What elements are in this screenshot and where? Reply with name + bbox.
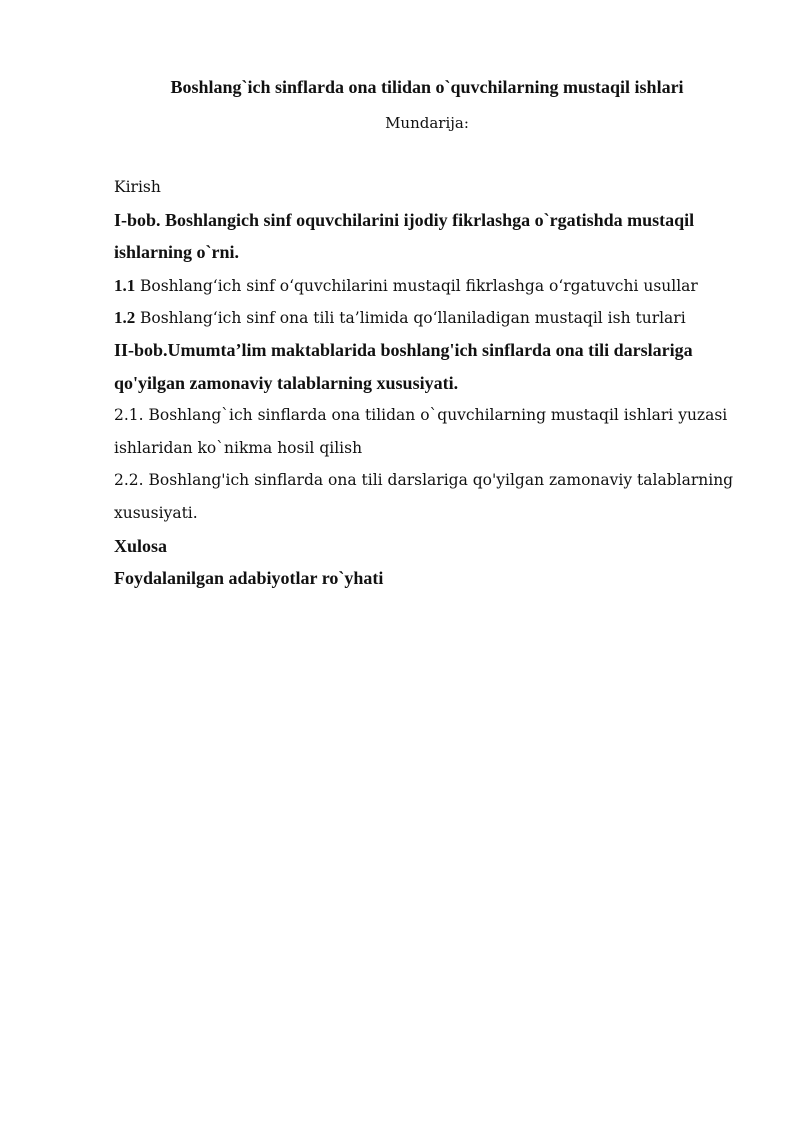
toc-chapter-2-line-1: II-bob.Umumta’lim maktablarida boshlang'ich sinflarda ona tili darslariga [114, 339, 693, 360]
toc-section-1-2 [114, 302, 734, 335]
toc-chapter-2-line-2: qo'yilgan zamonaviy talablarning xususiyati. [114, 372, 459, 393]
toc-section-2-2-line-2: xususiyati. [114, 503, 198, 522]
toc-section-1-1-text: Boshlang‘ich sinf o‘quvchilarini mustaqil fikrlashga o‘rgatuvchi usullar [140, 276, 698, 295]
toc-section-2-2-line-1: 2.2. Boshlang'ich sinflarda ona tili darslariga qo'yilgan zamonaviy talablarning [114, 471, 734, 490]
table-of-contents [114, 172, 734, 596]
contents-heading: Mundarija: [385, 114, 469, 132]
toc-section-1-1-number: 1.1 [114, 275, 136, 295]
toc-chapter-1-line-2: ishlarning o`rni. [114, 242, 240, 263]
toc-section-1-2-number: 1.2 [114, 308, 136, 328]
toc-chapter-1-line-1: I-bob. Boshlangich sinf oquvchilarini ijodiy fikrlashga o`rgatishda mustaqil [114, 209, 695, 230]
document-title: Boshlang`ich sinflarda ona tilidan o`quvchilarning mustaqil ishlari [170, 77, 684, 97]
toc-conclusion: Xulosa [114, 535, 168, 556]
toc-references: Foydalanilgan adabiyotlar ro`yhati [114, 568, 384, 589]
toc-intro: Kirish [114, 178, 161, 196]
toc-section-2-1-line-1: 2.1. Boshlang`ich sinflarda ona tilidan o`quvchilarning mustaqil ishlari yuzasi [114, 406, 728, 425]
toc-section-1-2-text: Boshlang‘ich sinf ona tili ta’limida qo‘llaniladigan mustaqil ish turlari [140, 309, 686, 328]
toc-section-1-1 [114, 270, 734, 303]
toc-section-2-1-line-2: ishlaridan ko`nikma hosil qilish [114, 438, 363, 457]
